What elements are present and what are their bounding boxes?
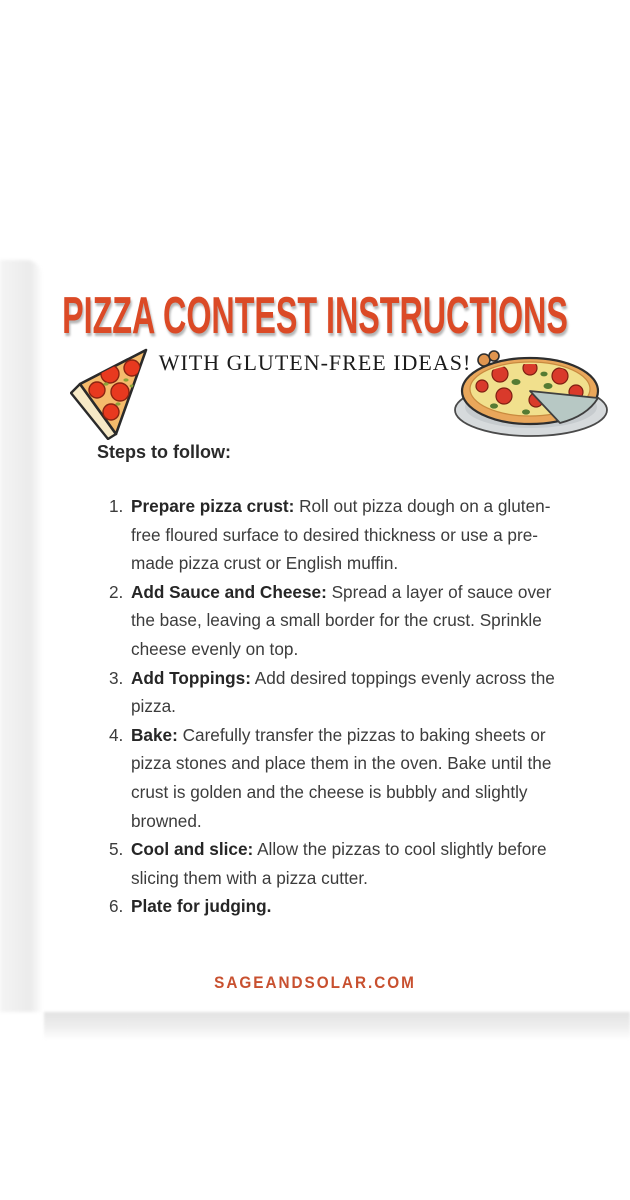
page-edge-shadow-bottom (44, 1012, 630, 1040)
step-text: Allow the pizzas to cool slightly before slicing them with a pizza cutter. (131, 839, 547, 888)
footer-site-text: SAGEANDSOLAR.COM (214, 973, 416, 992)
step-number: 5. (109, 839, 124, 860)
steps-heading: Steps to follow: (97, 442, 231, 462)
step-label: Cool and slice: (131, 839, 254, 860)
step-number: 2. (109, 581, 124, 602)
step-item (109, 892, 557, 921)
step-label: Plate for judging. (131, 896, 272, 917)
step-item (109, 721, 557, 835)
whole-pizza-icon (452, 344, 610, 444)
pizza-slice-icon (70, 346, 188, 440)
step-label: Prepare pizza crust: (131, 496, 295, 516)
step-label: Add Toppings: (131, 667, 251, 688)
step-item (109, 664, 557, 721)
step-text: Roll out pizza dough on a gluten-free floured surface to desired thickness or use a pre-made pizza crust or English muffin. (131, 496, 551, 574)
step-item (109, 578, 557, 664)
step-item (109, 492, 557, 578)
step-text: Carefully transfer the pizzas to baking sheets or pizza stones and place them in the oven. Bake until the crust is golden and the cheese is bubbly and slightly browned. (131, 724, 552, 831)
step-text: Add desired toppings evenly across the pizza. (131, 667, 555, 717)
page-subtitle: WITH GLUTEN-FREE IDEAS! (158, 350, 472, 375)
step-label: Bake: (131, 724, 178, 745)
step-number: 1. (109, 496, 124, 516)
step-number: 4. (109, 724, 124, 745)
step-item (109, 835, 557, 892)
step-number: 6. (109, 896, 124, 917)
step-text: Spread a layer of sauce over the base, leaving a small border for the crust. Sprinkle cheese evenly on top. (131, 581, 552, 659)
page-title: PIZZA CONTEST INSTRUCTIONS (62, 287, 568, 345)
steps-list (109, 492, 557, 921)
step-label: Add Sauce and Cheese: (131, 581, 327, 602)
step-number: 3. (109, 667, 124, 688)
